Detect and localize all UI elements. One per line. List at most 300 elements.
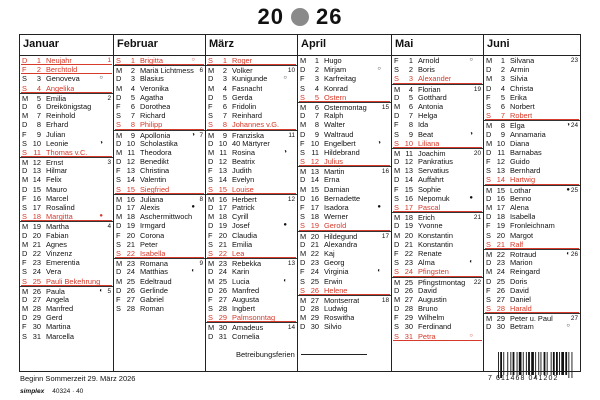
day-row — [206, 74, 297, 83]
name-day: Elga — [510, 121, 525, 131]
day-number: 3 — [314, 74, 319, 84]
day-row — [298, 313, 391, 322]
weekday-letter: M — [208, 194, 215, 204]
weekday-letter: M — [394, 166, 401, 176]
name-day: Alena — [510, 203, 529, 212]
day-row — [392, 212, 483, 221]
weekday-letter: M — [116, 259, 123, 269]
name-day: Agatha — [140, 92, 164, 102]
name-day: Hugo — [324, 56, 342, 65]
day-number: 9 — [222, 130, 227, 140]
day-row — [484, 93, 580, 102]
name-day: Pascal — [418, 203, 441, 212]
weekday-letter: D — [486, 65, 492, 75]
name-day: Bernadette — [324, 193, 361, 203]
moon-phase-icon: ○ — [469, 332, 473, 339]
name-day: Margitta — [46, 212, 73, 222]
day-row — [114, 130, 205, 139]
day-number: 5 — [500, 92, 505, 102]
day-number: 10 — [496, 138, 505, 148]
name-day: Apollonia — [140, 130, 171, 140]
moon-phase-icon: ◐ — [377, 268, 381, 275]
name-day: Gerd — [46, 313, 63, 323]
day-row — [20, 304, 113, 313]
weekday-letter: D — [394, 157, 400, 167]
name-day: Cyrill — [232, 212, 249, 222]
barcode-bar — [544, 352, 546, 375]
name-day: Engelbert — [324, 138, 356, 148]
barcode-bar — [510, 352, 511, 375]
day-number: 22 — [496, 249, 505, 259]
day-number: 17 — [126, 203, 135, 212]
name-day: Helene — [324, 285, 348, 295]
day-row — [392, 313, 483, 322]
weekday-letter: D — [486, 129, 492, 139]
name-day: Wilhelm — [418, 313, 445, 323]
day-row — [298, 65, 391, 74]
name-day: Franziska — [232, 130, 265, 140]
moon-phase-icon: ○ — [191, 57, 195, 63]
weekday-letter: S — [116, 175, 121, 185]
name-day: Margot — [510, 230, 534, 240]
weekday-letter: M — [208, 212, 215, 222]
day-row — [206, 212, 297, 221]
name-day: Daniel — [510, 294, 531, 304]
name-day: Doris — [510, 276, 528, 286]
weekday-letter: M — [394, 277, 401, 287]
day-number: 7 — [222, 111, 227, 121]
day-number: 30 — [32, 322, 41, 332]
name-day: Isabella — [140, 248, 166, 258]
weekday-letter: D — [300, 322, 306, 332]
day-row — [206, 286, 297, 295]
day-number: 17 — [496, 203, 505, 212]
moon-phase-icon: ◐ — [283, 277, 287, 284]
day-number: 12 — [496, 157, 505, 167]
day-row — [206, 203, 297, 212]
weekday-letter: M — [394, 84, 401, 94]
weekday-letter: S — [116, 120, 121, 130]
moon-phase-icon: ● — [191, 204, 195, 210]
name-day: Leonie — [46, 138, 69, 148]
weekday-letter: M — [300, 56, 307, 65]
name-day: Blasius — [140, 74, 164, 84]
day-number: 28 — [32, 304, 41, 314]
weekday-letter: D — [300, 65, 306, 75]
day-number: 20 — [310, 231, 319, 241]
week-number: 1 — [107, 57, 111, 64]
barcode-bar — [507, 352, 508, 375]
weekday-letter: S — [394, 65, 399, 75]
day-number: 28 — [218, 304, 227, 314]
weekday-letter: D — [486, 147, 492, 157]
week-number: 6 — [199, 67, 203, 75]
name-day: Irmgard — [140, 221, 166, 231]
weekday-letter: M — [394, 294, 401, 304]
day-number: 26 — [404, 285, 413, 295]
name-day: Roger — [232, 56, 253, 65]
name-day: Georg — [324, 258, 345, 268]
day-number: 2 — [314, 65, 319, 75]
barcode-bar — [526, 352, 527, 375]
weekday-letter: F — [394, 248, 399, 258]
name-day: Hildebrand — [324, 147, 360, 157]
name-day: Rosalind — [46, 203, 75, 212]
weekday-letter: D — [208, 221, 214, 231]
name-day: Ludwig — [324, 304, 348, 314]
name-day: Reinhold — [46, 111, 76, 121]
day-row — [392, 65, 483, 74]
day-row — [298, 102, 391, 111]
weekday-letter: S — [300, 221, 305, 231]
day-number: 4 — [36, 83, 41, 93]
day-number: 6 — [500, 101, 505, 111]
product-code: 40324 · 40 — [52, 388, 84, 395]
weekday-letter: M — [486, 138, 493, 148]
day-number: 8 — [314, 120, 319, 130]
day-row — [392, 139, 483, 148]
barcode-digits: 7 611468 041202 — [488, 375, 559, 382]
day-row — [298, 185, 391, 194]
day-row — [114, 267, 205, 276]
name-day: Christina — [140, 166, 170, 176]
name-day: Liliana — [418, 138, 440, 148]
name-day: Konstantin — [418, 239, 453, 249]
weekday-letter: D — [208, 285, 214, 295]
day-row — [392, 130, 483, 139]
name-day: Gerlinde — [140, 285, 168, 295]
name-day: Hildegund — [324, 231, 358, 241]
moon-phase-icon: ○ — [566, 323, 570, 330]
day-number: 3 — [130, 74, 135, 84]
barcode-bar — [519, 352, 522, 375]
day-row — [114, 102, 205, 111]
name-day: Manfred — [232, 285, 260, 295]
name-day: Pauli Bekehrung — [46, 276, 101, 286]
day-number: 24 — [496, 267, 505, 277]
day-number: 19 — [32, 222, 41, 232]
day-number: 30 — [310, 322, 319, 332]
day-row — [206, 157, 297, 166]
day-number: 16 — [496, 193, 505, 203]
day-number: 31 — [218, 331, 227, 341]
moon-phase-icon: ○ — [469, 57, 473, 63]
day-number: 14 — [126, 175, 135, 185]
day-row — [392, 166, 483, 175]
weekday-letter: M — [300, 295, 307, 305]
weekday-letter: S — [394, 331, 399, 341]
day-row — [114, 249, 205, 258]
weekday-letter: F — [22, 65, 27, 75]
day-row — [20, 148, 113, 157]
name-day: Vera — [46, 267, 62, 277]
week-number: 20 — [473, 149, 481, 157]
day-number: 17 — [310, 203, 319, 212]
day-row — [484, 313, 580, 322]
name-day: Evelyn — [232, 175, 255, 185]
name-day: Gabriel — [140, 294, 164, 304]
day-number: 26 — [218, 285, 227, 295]
weekday-letter: D — [208, 74, 214, 84]
day-number: 10 — [218, 138, 227, 148]
day-number: 29 — [218, 313, 227, 323]
day-row — [298, 130, 391, 139]
name-day: Berchtold — [46, 65, 78, 75]
day-row — [114, 258, 205, 267]
calendar-sheet — [19, 34, 581, 372]
weekday-letter: S — [300, 276, 305, 286]
day-row — [484, 286, 580, 295]
day-row — [114, 84, 205, 93]
name-day: Erna — [324, 175, 340, 185]
name-day: Aschermittwoch — [140, 212, 193, 222]
moon-phase-icon: ◑ — [99, 139, 103, 146]
weekday-letter: S — [116, 184, 121, 194]
day-row — [206, 130, 297, 139]
name-day: Edeltraud — [140, 276, 172, 286]
day-row — [206, 295, 297, 304]
weekday-letter: F — [486, 92, 491, 102]
week-number: 3 — [107, 159, 111, 167]
name-day: Lucia — [232, 276, 250, 286]
day-row — [392, 74, 483, 83]
day-row — [392, 175, 483, 184]
month-column-april — [298, 35, 392, 371]
weekday-letter: S — [394, 74, 399, 84]
barcode-bar — [523, 352, 524, 375]
weekday-letter: S — [394, 258, 399, 268]
weekday-letter: S — [486, 101, 491, 111]
weekday-letter: D — [300, 175, 306, 185]
name-day: Ferdinand — [418, 322, 452, 332]
day-row — [484, 84, 580, 93]
day-row — [20, 313, 113, 322]
brand-line — [20, 388, 83, 395]
moon-phase-icon: ● — [566, 186, 570, 193]
day-row — [206, 139, 297, 148]
day-row — [206, 277, 297, 286]
day-row — [392, 185, 483, 194]
day-number: 29 — [496, 314, 505, 324]
weekday-letter: D — [394, 111, 400, 121]
weekday-letter: M — [394, 213, 401, 223]
weekday-letter: S — [394, 193, 399, 203]
day-number: 27 — [218, 294, 227, 304]
day-number: 24 — [32, 267, 41, 277]
day-number: 16 — [218, 194, 227, 204]
day-row — [392, 267, 483, 276]
year-header — [0, 4, 600, 30]
name-day: Helga — [418, 111, 438, 121]
weekday-letter: M — [300, 248, 307, 258]
name-day: Manfred — [46, 304, 74, 314]
day-row — [298, 277, 391, 286]
day-row — [114, 74, 205, 83]
day-number: 19 — [404, 221, 413, 231]
weekday-letter: D — [208, 203, 214, 212]
week-number: 15 — [381, 103, 389, 111]
weekday-letter: M — [116, 194, 123, 204]
day-list — [114, 56, 205, 313]
day-number: 4 — [222, 83, 227, 93]
day-number: 22 — [126, 248, 135, 258]
weekday-letter: F — [208, 294, 213, 304]
day-row — [206, 194, 297, 203]
day-number: 1 — [130, 56, 135, 65]
day-list — [206, 56, 297, 341]
weekday-letter: S — [22, 147, 27, 157]
name-day: Reinhard — [232, 111, 262, 121]
weekday-letter: F — [116, 166, 121, 176]
day-number: 12 — [404, 157, 413, 167]
day-number: 16 — [404, 193, 413, 203]
day-number: 20 — [496, 230, 505, 240]
day-number: 26 — [496, 285, 505, 295]
day-row — [484, 240, 580, 249]
day-row — [206, 221, 297, 230]
name-day: Alexander — [418, 74, 452, 84]
day-row — [392, 258, 483, 267]
day-number: 10 — [310, 138, 319, 148]
name-day: Silvana — [510, 56, 535, 65]
weekday-letter: F — [22, 258, 27, 268]
month-name: März — [209, 38, 235, 50]
weekday-letter: D — [22, 101, 28, 111]
day-row — [298, 175, 391, 184]
moon-phase-icon: ◑ — [283, 148, 287, 155]
day-row — [114, 221, 205, 230]
day-row — [206, 84, 297, 93]
week-number: 14 — [287, 324, 295, 332]
weekday-letter: S — [22, 212, 27, 222]
day-row — [484, 139, 580, 148]
name-day: Betram — [510, 322, 534, 332]
day-row — [114, 295, 205, 304]
name-day: Damian — [324, 184, 350, 194]
day-number: 14 — [32, 175, 41, 185]
weekday-letter: D — [486, 212, 492, 222]
weekday-letter: F — [394, 184, 399, 194]
name-day: Julian — [46, 129, 66, 139]
day-row — [20, 65, 113, 74]
day-row — [114, 194, 205, 203]
day-row — [298, 267, 391, 276]
name-day: Silvio — [324, 322, 342, 332]
name-day: Karin — [232, 267, 250, 277]
weekday-letter: D — [116, 267, 122, 277]
sommerzeit-note: Beginn Sommerzeit 29. März 2026 — [20, 374, 136, 383]
name-day: Hilmar — [46, 166, 68, 176]
name-day: Ostermontag — [324, 102, 367, 112]
weekday-letter: S — [22, 203, 27, 212]
day-number: 16 — [32, 193, 41, 203]
day-number: 14 — [404, 175, 413, 185]
name-day: Gerda — [232, 92, 253, 102]
day-number: 11 — [127, 147, 135, 157]
weekday-letter: M — [486, 314, 493, 324]
week-number: 12 — [287, 195, 295, 203]
day-number: 24 — [310, 267, 319, 277]
name-day: Vinzenz — [46, 248, 73, 258]
name-day: Johannes v.G. — [232, 120, 280, 130]
name-day: Werner — [324, 212, 349, 222]
name-day: Julius — [324, 157, 343, 167]
day-row — [298, 221, 391, 230]
name-day: Erich — [418, 213, 435, 223]
weekday-letter: S — [300, 212, 305, 222]
month-column-januar — [20, 35, 114, 371]
day-row — [206, 93, 297, 102]
day-row — [114, 203, 205, 212]
day-number: 13 — [218, 166, 227, 176]
name-day: Amadeus — [232, 323, 264, 333]
day-number: 3 — [500, 74, 505, 84]
name-day: Peter u. Paul — [510, 314, 553, 324]
day-number: 15 — [404, 184, 413, 194]
name-day: Waltraud — [324, 129, 354, 139]
name-day: Arnold — [418, 56, 440, 65]
name-day: Alma — [418, 258, 435, 268]
week-number: 26 — [570, 250, 578, 258]
month-name: April — [301, 38, 327, 50]
day-number: 11 — [497, 147, 505, 157]
barcode-bar — [556, 352, 558, 375]
day-row — [484, 277, 580, 286]
day-number: 11 — [219, 147, 227, 157]
day-number: 25 — [310, 276, 319, 286]
barcode-bar — [531, 352, 534, 375]
weekday-letter: M — [116, 130, 123, 140]
barcode-bar — [553, 352, 555, 375]
day-number: 18 — [496, 212, 505, 222]
weekday-letter: S — [116, 111, 121, 121]
day-number: 8 — [36, 120, 41, 130]
name-day: Gerold — [324, 221, 347, 231]
day-number: 27 — [310, 295, 319, 305]
day-number: 30 — [496, 322, 505, 332]
name-day: Siegfried — [140, 184, 170, 194]
barcode-bar — [503, 352, 504, 375]
day-row — [114, 166, 205, 175]
name-day: Agnes — [46, 239, 67, 249]
name-day: Marion — [510, 258, 533, 268]
week-number: 9 — [199, 260, 203, 268]
day-row — [484, 166, 580, 175]
betreibungsferien-legend — [236, 350, 367, 359]
name-day: Ostern — [324, 92, 347, 102]
weekday-letter: D — [394, 221, 400, 231]
day-row — [484, 65, 580, 74]
barcode-bar — [513, 352, 515, 375]
name-day: Ralph — [324, 111, 344, 121]
day-number: 7 — [130, 111, 135, 121]
day-number: 24 — [126, 267, 135, 277]
name-day: Fridolin — [232, 101, 257, 111]
day-row — [206, 231, 297, 240]
weekday-letter: F — [300, 203, 305, 212]
day-number: 19 — [496, 221, 505, 231]
name-day: Erhard — [46, 120, 69, 130]
barcode-bar — [559, 352, 560, 375]
weekday-letter: D — [300, 239, 306, 249]
name-day: Florian — [418, 84, 441, 94]
weekday-letter: S — [300, 92, 305, 102]
weekday-letter: S — [394, 138, 399, 148]
day-number: 3 — [222, 74, 227, 84]
day-number: 25 — [218, 276, 227, 286]
day-number: 16 — [126, 194, 135, 204]
day-row — [298, 93, 391, 102]
